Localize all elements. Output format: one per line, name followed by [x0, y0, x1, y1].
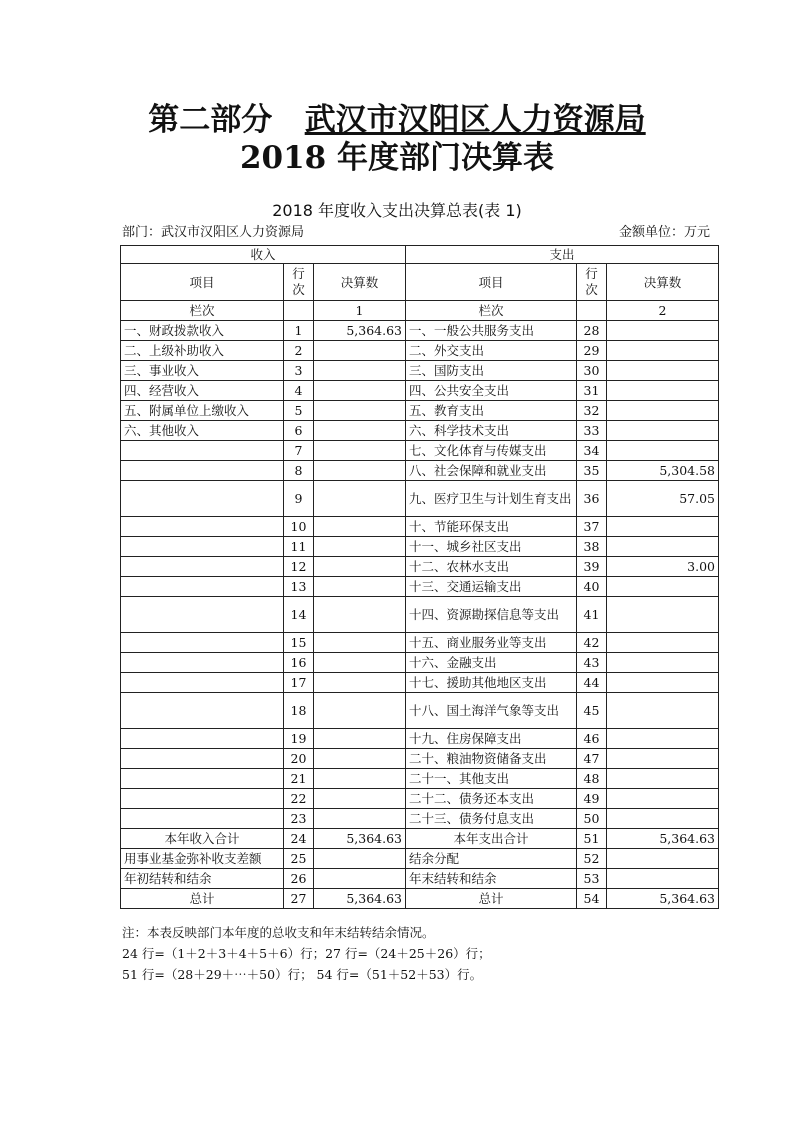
title-prefix: 第二部分 — [148, 102, 273, 138]
income-line-no: 8 — [284, 461, 314, 481]
table-row — [121, 401, 719, 421]
income-line-no: 9 — [284, 481, 314, 517]
expense-amount — [607, 401, 719, 421]
expense-column-label: 栏次 — [406, 301, 577, 321]
income-line-no: 23 — [284, 809, 314, 829]
column-index-row — [121, 301, 719, 321]
expense-line-no: 35 — [577, 461, 607, 481]
expense-item: 一、一般公共服务支出 — [406, 321, 577, 341]
expense-item: 二、外交支出 — [406, 341, 577, 361]
total-row — [121, 849, 719, 869]
income-column-label: 栏次 — [121, 301, 284, 321]
table-row — [121, 749, 719, 769]
document-subtitle: 2018 年度部门决算表 — [239, 140, 555, 176]
income-line-no: 10 — [284, 517, 314, 537]
expense-line-no: 53 — [577, 869, 607, 889]
income-amount — [314, 537, 406, 557]
expense-line-no: 44 — [577, 673, 607, 693]
expense-header: 支出 — [406, 246, 719, 264]
income-line-no: 15 — [284, 633, 314, 653]
income-item — [121, 809, 284, 829]
expense-amount — [607, 341, 719, 361]
income-item — [121, 693, 284, 729]
expense-line-no: 47 — [577, 749, 607, 769]
income-line-no: 21 — [284, 769, 314, 789]
expense-line-no: 34 — [577, 441, 607, 461]
budget-table — [120, 245, 719, 909]
title-org: 武汉市汉阳区人力资源局 — [304, 102, 646, 138]
table-row — [121, 729, 719, 749]
table-row — [121, 693, 719, 729]
table-row — [121, 789, 719, 809]
expense-line-no: 28 — [577, 321, 607, 341]
expense-item: 三、国防支出 — [406, 361, 577, 381]
expense-amount — [607, 361, 719, 381]
expense-item: 十七、援助其他地区支出 — [406, 673, 577, 693]
expense-amount — [607, 537, 719, 557]
income-item — [121, 441, 284, 461]
expense-amount — [607, 441, 719, 461]
expense-item: 年末结转和结余 — [406, 869, 577, 889]
income-amount — [314, 869, 406, 889]
income-line-no: 3 — [284, 361, 314, 381]
expense-line-no: 29 — [577, 341, 607, 361]
income-amount-header: 决算数 — [314, 264, 406, 301]
expense-line-no: 33 — [577, 421, 607, 441]
empty-cell — [284, 301, 314, 321]
expense-amount — [607, 729, 719, 749]
income-item-header: 项目 — [121, 264, 284, 301]
expense-item: 总计 — [406, 889, 577, 909]
income-item: 总计 — [121, 889, 284, 909]
income-amount: 5,364.63 — [314, 829, 406, 849]
expense-item-header: 项目 — [406, 264, 577, 301]
expense-item: 十六、金融支出 — [406, 653, 577, 673]
income-item: 二、上级补助收入 — [121, 341, 284, 361]
expense-line-no: 51 — [577, 829, 607, 849]
expense-line-no: 39 — [577, 557, 607, 577]
income-amount — [314, 849, 406, 869]
income-item: 本年收入合计 — [121, 829, 284, 849]
expense-amount — [607, 597, 719, 633]
income-line-no: 24 — [284, 829, 314, 849]
header-group-row — [121, 246, 719, 264]
expense-item: 六、科学技术支出 — [406, 421, 577, 441]
expense-item: 十、节能环保支出 — [406, 517, 577, 537]
expense-item: 七、文化体育与传媒支出 — [406, 441, 577, 461]
income-item: 三、事业收入 — [121, 361, 284, 381]
income-item — [121, 673, 284, 693]
expense-line-header: 行次 — [577, 264, 607, 301]
income-amount — [314, 597, 406, 633]
expense-line-no: 46 — [577, 729, 607, 749]
table-row — [121, 421, 719, 441]
income-line-no: 20 — [284, 749, 314, 769]
income-line-no: 6 — [284, 421, 314, 441]
note-line: 注：本表反映部门本年度的总收支和年末结转结余情况。 — [122, 925, 435, 940]
expense-line-no: 31 — [577, 381, 607, 401]
income-line-header: 行次 — [284, 264, 314, 301]
table-row — [121, 441, 719, 461]
income-line-no: 2 — [284, 341, 314, 361]
income-item — [121, 789, 284, 809]
income-item — [121, 769, 284, 789]
expense-line-no: 48 — [577, 769, 607, 789]
header-row — [121, 264, 719, 301]
income-header: 收入 — [121, 246, 406, 264]
table-row — [121, 809, 719, 829]
table-row — [121, 597, 719, 633]
unit-label: 金额单位：万元 — [618, 225, 710, 240]
document-title — [0, 100, 794, 140]
expense-amount — [607, 769, 719, 789]
expense-amount-header: 决算数 — [607, 264, 719, 301]
table-row — [121, 381, 719, 401]
expense-item: 二十一、其他支出 — [406, 769, 577, 789]
expense-amount — [607, 749, 719, 769]
expense-line-no: 40 — [577, 577, 607, 597]
income-line-no: 11 — [284, 537, 314, 557]
expense-item: 十八、国土海洋气象等支出 — [406, 693, 577, 729]
income-amount — [314, 341, 406, 361]
expense-amount — [607, 381, 719, 401]
income-item — [121, 481, 284, 517]
income-line-no: 27 — [284, 889, 314, 909]
expense-amount: 3.00 — [607, 557, 719, 577]
income-amount — [314, 673, 406, 693]
income-amount — [314, 729, 406, 749]
income-amount — [314, 749, 406, 769]
income-line-no: 16 — [284, 653, 314, 673]
income-item — [121, 461, 284, 481]
income-amount — [314, 577, 406, 597]
expense-item: 十二、农林水支出 — [406, 557, 577, 577]
income-amount — [314, 481, 406, 517]
notes — [122, 922, 491, 985]
expense-amount — [607, 321, 719, 341]
income-item: 五、附属单位上缴收入 — [121, 401, 284, 421]
expense-item: 十四、资源勘探信息等支出 — [406, 597, 577, 633]
expense-item: 十九、住房保障支出 — [406, 729, 577, 749]
expense-amount: 5,364.63 — [607, 889, 719, 909]
income-item: 用事业基金弥补收支差额 — [121, 849, 284, 869]
income-item: 一、财政拨款收入 — [121, 321, 284, 341]
total-row — [121, 889, 719, 909]
total-row — [121, 869, 719, 889]
table-row — [121, 341, 719, 361]
income-item: 年初结转和结余 — [121, 869, 284, 889]
income-amount — [314, 809, 406, 829]
income-amount: 5,364.63 — [314, 889, 406, 909]
income-amount — [314, 401, 406, 421]
table-row — [121, 461, 719, 481]
expense-amount — [607, 577, 719, 597]
expense-line-no: 30 — [577, 361, 607, 381]
expense-item: 十一、城乡社区支出 — [406, 537, 577, 557]
total-row — [121, 829, 719, 849]
expense-item: 二十二、债务还本支出 — [406, 789, 577, 809]
expense-amount: 5,364.63 — [607, 829, 719, 849]
expense-item: 十五、商业服务业等支出 — [406, 633, 577, 653]
income-item — [121, 633, 284, 653]
table-row — [121, 769, 719, 789]
table-title: 2018 年度收入支出决算总表(表 1) — [272, 201, 522, 220]
table-row — [121, 361, 719, 381]
expense-item: 二十、粮油物资储备支出 — [406, 749, 577, 769]
expense-item: 九、医疗卫生与计划生育支出 — [406, 481, 577, 517]
expense-amount — [607, 809, 719, 829]
expense-line-no: 45 — [577, 693, 607, 729]
income-amount — [314, 517, 406, 537]
expense-column-index: 2 — [607, 301, 719, 321]
expense-line-no: 37 — [577, 517, 607, 537]
expense-amount — [607, 653, 719, 673]
income-amount — [314, 693, 406, 729]
income-line-no: 22 — [284, 789, 314, 809]
income-item — [121, 749, 284, 769]
income-amount: 5,364.63 — [314, 321, 406, 341]
income-item: 六、其他收入 — [121, 421, 284, 441]
income-amount — [314, 789, 406, 809]
expense-item: 本年支出合计 — [406, 829, 577, 849]
table-row — [121, 537, 719, 557]
income-item — [121, 653, 284, 673]
table-row — [121, 653, 719, 673]
table-row — [121, 673, 719, 693]
expense-item: 八、社会保障和就业支出 — [406, 461, 577, 481]
department-label: 部门：武汉市汉阳区人力资源局 — [122, 225, 305, 240]
table-row — [121, 481, 719, 517]
expense-line-no: 38 — [577, 537, 607, 557]
note-line: 24 行=（1＋2＋3＋4＋5＋6）行；27 行=（24＋25＋26）行； — [122, 946, 491, 961]
note-line: 51 行=（28＋29＋⋯＋50）行； 54 行=（51＋52＋53）行。 — [122, 967, 483, 982]
expense-amount — [607, 693, 719, 729]
income-item — [121, 597, 284, 633]
expense-item: 四、公共安全支出 — [406, 381, 577, 401]
income-line-no: 5 — [284, 401, 314, 421]
income-item — [121, 537, 284, 557]
expense-line-no: 52 — [577, 849, 607, 869]
income-line-no: 13 — [284, 577, 314, 597]
income-amount — [314, 421, 406, 441]
income-item: 四、经营收入 — [121, 381, 284, 401]
expense-line-no: 54 — [577, 889, 607, 909]
expense-amount — [607, 633, 719, 653]
income-line-no: 18 — [284, 693, 314, 729]
income-line-no: 4 — [284, 381, 314, 401]
income-item — [121, 557, 284, 577]
expense-line-no: 36 — [577, 481, 607, 517]
expense-amount — [607, 869, 719, 889]
income-line-no: 14 — [284, 597, 314, 633]
income-item — [121, 517, 284, 537]
income-item — [121, 729, 284, 749]
table-row — [121, 577, 719, 597]
expense-amount — [607, 517, 719, 537]
expense-amount — [607, 849, 719, 869]
expense-item: 结余分配 — [406, 849, 577, 869]
income-amount — [314, 441, 406, 461]
income-amount — [314, 653, 406, 673]
income-amount — [314, 381, 406, 401]
expense-line-no: 32 — [577, 401, 607, 421]
income-line-no: 1 — [284, 321, 314, 341]
income-amount — [314, 461, 406, 481]
income-item — [121, 577, 284, 597]
income-line-no: 26 — [284, 869, 314, 889]
table-row — [121, 517, 719, 537]
empty-cell — [577, 301, 607, 321]
table-row — [121, 557, 719, 577]
expense-item: 十三、交通运输支出 — [406, 577, 577, 597]
expense-amount — [607, 789, 719, 809]
expense-amount: 57.05 — [607, 481, 719, 517]
income-line-no: 7 — [284, 441, 314, 461]
income-line-no: 17 — [284, 673, 314, 693]
income-line-no: 19 — [284, 729, 314, 749]
expense-amount — [607, 421, 719, 441]
expense-amount — [607, 673, 719, 693]
expense-item: 二十三、债务付息支出 — [406, 809, 577, 829]
expense-amount: 5,304.58 — [607, 461, 719, 481]
income-column-index: 1 — [314, 301, 406, 321]
income-amount — [314, 633, 406, 653]
expense-line-no: 49 — [577, 789, 607, 809]
income-amount — [314, 557, 406, 577]
table-row — [121, 633, 719, 653]
expense-item: 五、教育支出 — [406, 401, 577, 421]
income-line-no: 12 — [284, 557, 314, 577]
expense-line-no: 50 — [577, 809, 607, 829]
expense-line-no: 41 — [577, 597, 607, 633]
income-amount — [314, 769, 406, 789]
table-row — [121, 321, 719, 341]
expense-line-no: 42 — [577, 633, 607, 653]
expense-line-no: 43 — [577, 653, 607, 673]
income-amount — [314, 361, 406, 381]
income-line-no: 25 — [284, 849, 314, 869]
